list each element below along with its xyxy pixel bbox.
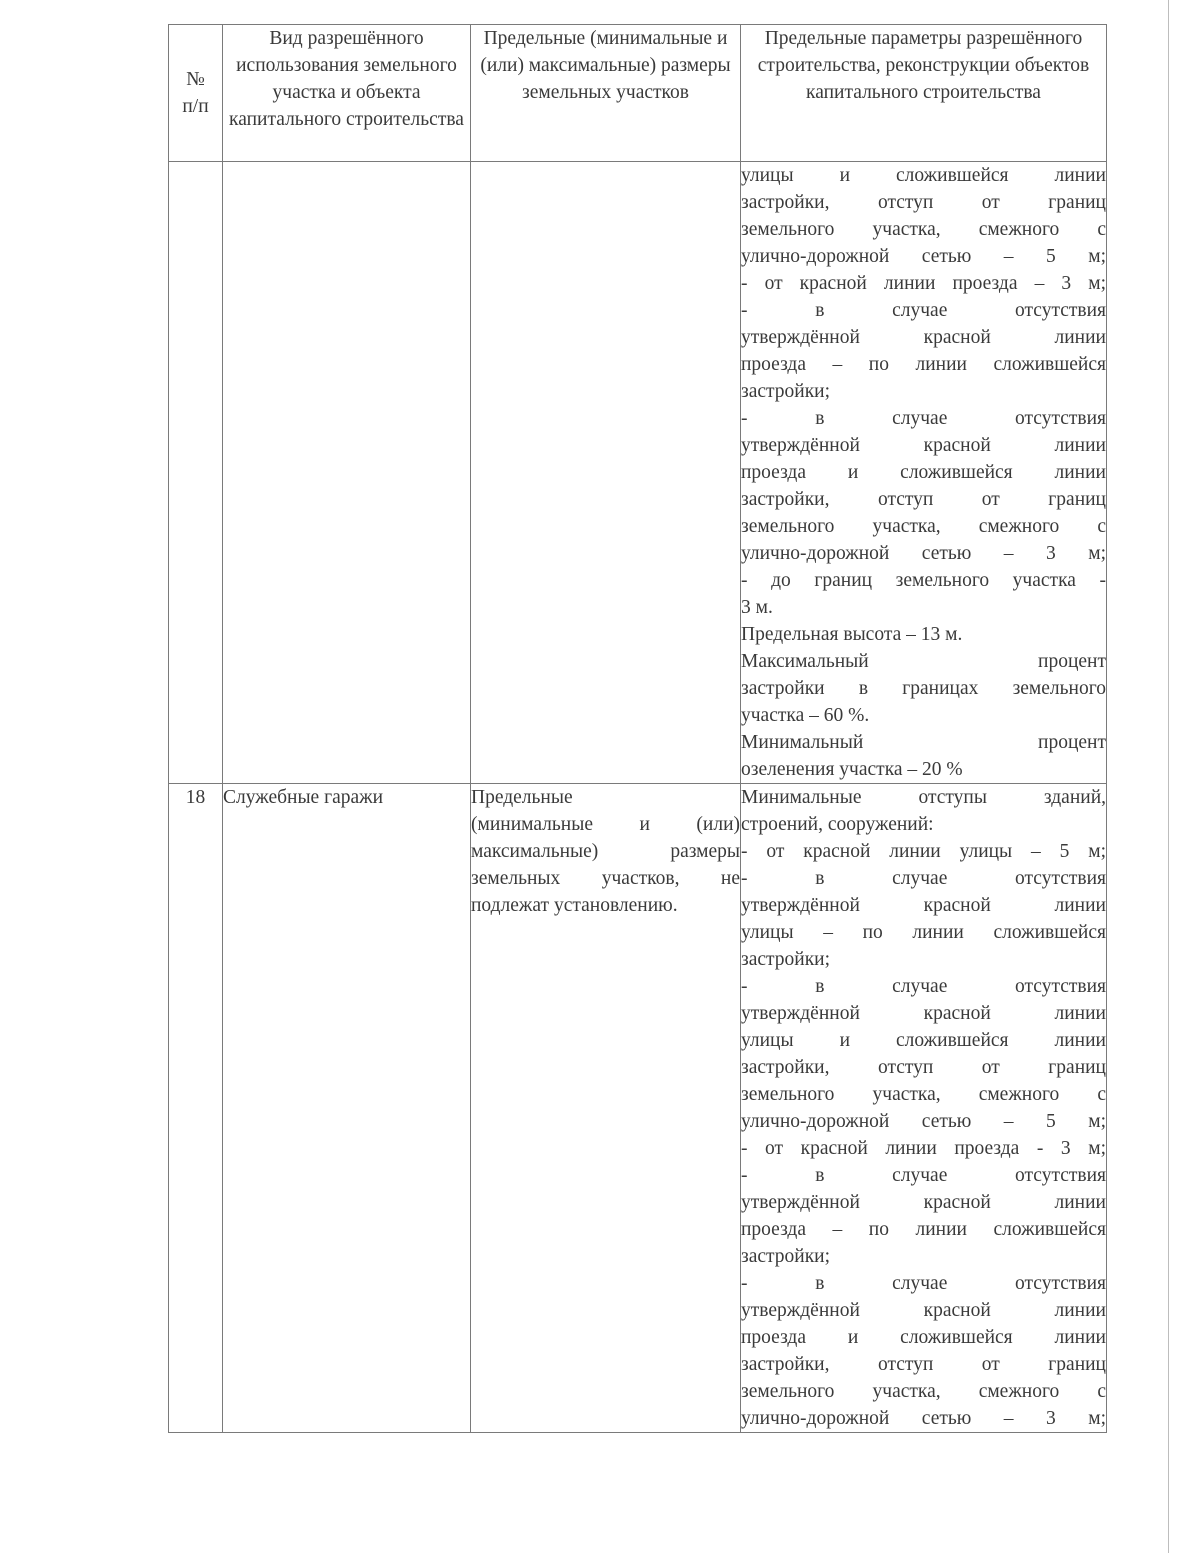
header-number — [169, 25, 223, 162]
text-line: (минимальные и (или) — [471, 814, 740, 835]
text-line: застройки, отступ от границ — [741, 192, 1106, 213]
text-line: застройки; — [741, 1246, 831, 1267]
cell-params — [741, 784, 1107, 1433]
text-line: Минимальный процент — [741, 732, 1106, 753]
text-line: застройки в границах земельного — [741, 678, 1106, 699]
header-number-part: п/п — [182, 96, 209, 117]
cell-permitted-use: Служебные гаражи — [223, 784, 471, 1433]
text-line: - от красной линии проезда – 3 м; — [741, 273, 1106, 294]
text-line: застройки; — [741, 381, 831, 402]
table-row-continued — [169, 162, 1107, 784]
text-line: Максимальный процент — [741, 651, 1106, 672]
text-line: улично-дорожной сетью – 5 м; — [741, 1111, 1106, 1132]
text-line: утверждённой красной линии — [741, 895, 1106, 916]
text-line: озеленения участка – 20 % — [741, 759, 963, 780]
text-line: застройки; — [741, 949, 831, 970]
text-line: максимальные) размеры — [471, 841, 740, 862]
table-row-18 — [169, 784, 1107, 1433]
text-line: утверждённой красной линии — [741, 1300, 1106, 1321]
header-permitted-use: Вид разрешённого использования земельного участка и объекта капитального строительства — [223, 25, 471, 162]
text-line: проезда – по линии сложившейся — [741, 1219, 1106, 1240]
text-line: земельного участка, смежного с — [741, 1084, 1106, 1105]
text-line: улично-дорожной сетью – 3 м; — [741, 543, 1106, 564]
text-line: - в случае отсутствия — [741, 1273, 1106, 1294]
text-line: застройки, отступ от границ — [741, 1057, 1106, 1078]
text-line: строений, сооружений: — [741, 814, 934, 835]
page-edge-line — [1168, 0, 1169, 1553]
text-line: - до границ земельного участка - — [741, 570, 1106, 591]
text-line: утверждённой красной линии — [741, 435, 1106, 456]
cell-number-empty — [169, 162, 223, 784]
text-line: - в случае отсутствия — [741, 976, 1106, 997]
text-line: Предельные — [471, 787, 573, 808]
cell-plot-sizes — [471, 784, 741, 1433]
text-line: подлежат установлению. — [471, 895, 678, 916]
text-line: земельного участка, смежного с — [741, 1381, 1106, 1402]
text-line: земельных участков, не — [471, 868, 740, 889]
cell-number: 18 — [169, 784, 223, 1433]
text-line: проезда и сложившейся линии — [741, 462, 1106, 483]
text-line: улицы и сложившейся линии — [741, 165, 1106, 186]
cell-use-empty — [223, 162, 471, 784]
text-line: утверждённой красной линии — [741, 1003, 1106, 1024]
text-line: улично-дорожной сетью – 3 м; — [741, 1408, 1106, 1429]
text-line: - в случае отсутствия — [741, 1165, 1106, 1186]
text-line: - в случае отсутствия — [741, 868, 1106, 889]
text-line: 3 м. — [741, 597, 773, 618]
text-line: Предельная высота – 13 м. — [741, 624, 963, 645]
cell-params-continued — [741, 162, 1107, 784]
text-line: земельного участка, смежного с — [741, 219, 1106, 240]
text-line: улично-дорожной сетью – 5 м; — [741, 246, 1106, 267]
text-line: - в случае отсутствия — [741, 408, 1106, 429]
text-line: - от красной линии улицы – 5 м; — [741, 841, 1106, 862]
text-line: участка – 60 %. — [741, 705, 870, 726]
table-header-row — [169, 25, 1107, 162]
text-line: проезда и сложившейся линии — [741, 1327, 1106, 1348]
text-line: застройки, отступ от границ — [741, 1354, 1106, 1375]
text-line: земельного участка, смежного с — [741, 516, 1106, 537]
text-line: проезда – по линии сложившейся — [741, 354, 1106, 375]
text-line: утверждённой красной линии — [741, 1192, 1106, 1213]
text-line: Минимальные отступы зданий, — [741, 787, 1106, 808]
regulations-table — [168, 24, 1107, 1433]
cell-sizes-empty — [471, 162, 741, 784]
text-line: утверждённой красной линии — [741, 327, 1106, 348]
text-line: застройки, отступ от границ — [741, 489, 1106, 510]
header-plot-sizes: Предельные (минимальные и (или) максимальные) размеры земельных участков — [471, 25, 741, 162]
text-line: улицы – по линии сложившейся — [741, 922, 1106, 943]
header-number-part: № — [186, 69, 205, 90]
text-line: - от красной линии проезда - 3 м; — [741, 1138, 1106, 1159]
header-construction-params: Предельные параметры разрешённого строительства, реконструкции объектов капитального строительства — [741, 25, 1107, 162]
text-line: - в случае отсутствия — [741, 300, 1106, 321]
text-line: улицы и сложившейся линии — [741, 1030, 1106, 1051]
